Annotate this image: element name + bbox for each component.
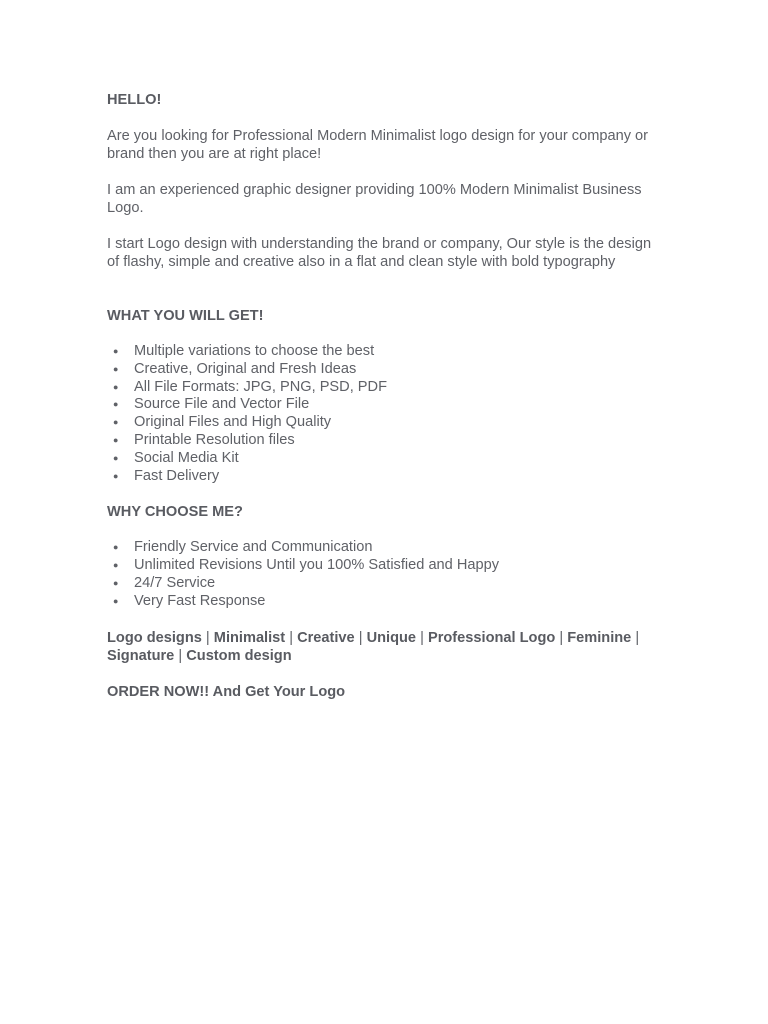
list-item-text: Printable Resolution files [134, 431, 295, 448]
bullet-icon: ● [113, 399, 119, 410]
bullet-icon: ● [113, 417, 119, 428]
list-item-text: Multiple variations to choose the best [134, 343, 375, 359]
bullet-icon: ● [113, 363, 119, 374]
what-you-get-list [107, 343, 667, 485]
tag-separator: | [289, 629, 293, 646]
list-item-text: Fast Delivery [134, 467, 220, 484]
bullet-icon: ● [113, 452, 119, 463]
list-item-text: Very Fast Response [134, 592, 266, 609]
bullet-icon: ● [113, 381, 119, 392]
why-choose-list [107, 539, 667, 610]
tag-separator: | [420, 629, 424, 646]
list-item [107, 432, 667, 450]
tag: Signature [107, 647, 175, 664]
bullet-icon: ● [113, 470, 119, 481]
list-item [107, 343, 667, 361]
order-now-cta: ORDER NOW!! And Get Your Logo [107, 683, 346, 700]
list-item-text: Creative, Original and Fresh Ideas [134, 360, 357, 377]
list-item [107, 575, 667, 593]
tag: Creative [297, 629, 355, 646]
list-item-text: Original Files and High Quality [134, 414, 332, 431]
tag-separator: | [635, 629, 640, 646]
list-item [107, 379, 667, 397]
list-item-text: All File Formats: JPG, PNG, PSD, PDF [134, 378, 387, 395]
bullet-icon: ● [113, 434, 119, 445]
intro-paragraph: I am an experienced graphic designer providing 100% Modern Minimalist Business Logo. [107, 182, 642, 216]
list-item [107, 593, 667, 611]
list-item-text: 24/7 Service [134, 574, 216, 591]
intro-paragraph: Are you looking for Professional Modern Minimalist logo design for your company or brand then you are at right place! [107, 128, 649, 162]
list-item [107, 361, 667, 379]
tag: Logo designs [107, 629, 202, 646]
document-page [107, 91, 667, 701]
list-item [107, 450, 667, 468]
list-item-text: Source File and Vector File [134, 396, 310, 413]
list-item [107, 414, 667, 432]
tag: Professional Logo [427, 629, 556, 646]
tag: Feminine [567, 629, 632, 646]
list-item [107, 557, 667, 575]
tag-separator: | [205, 629, 210, 646]
tag-separator: | [178, 647, 183, 664]
greeting-heading: HELLO! [107, 92, 162, 108]
bullet-icon: ● [113, 560, 119, 571]
tag-separator: | [358, 629, 363, 646]
what-you-get-heading: WHAT YOU WILL GET! [107, 308, 264, 324]
list-item [107, 396, 667, 414]
intro-paragraph: I start Logo design with understanding the brand or company, Our style is the design of flashy, simple and creative also in a flat and clean style with bold typography [107, 236, 652, 270]
tag: Minimalist [213, 629, 286, 646]
tag-separator: | [559, 629, 564, 646]
list-item-text: Unlimited Revisions Until you 100% Satisfied and Happy [134, 557, 500, 574]
tag: Custom design [186, 647, 292, 664]
list-item [107, 468, 667, 486]
bullet-icon: ● [113, 346, 119, 356]
tag: Unique [366, 629, 417, 646]
bullet-icon: ● [113, 577, 119, 588]
list-item [107, 539, 667, 557]
why-choose-heading: WHY CHOOSE ME? [107, 504, 243, 521]
list-item-text: Friendly Service and Communication [134, 539, 373, 556]
list-item-text: Social Media Kit [134, 449, 239, 466]
tag-line [107, 629, 667, 665]
bullet-icon: ● [113, 542, 119, 553]
bullet-icon: ● [113, 595, 119, 606]
